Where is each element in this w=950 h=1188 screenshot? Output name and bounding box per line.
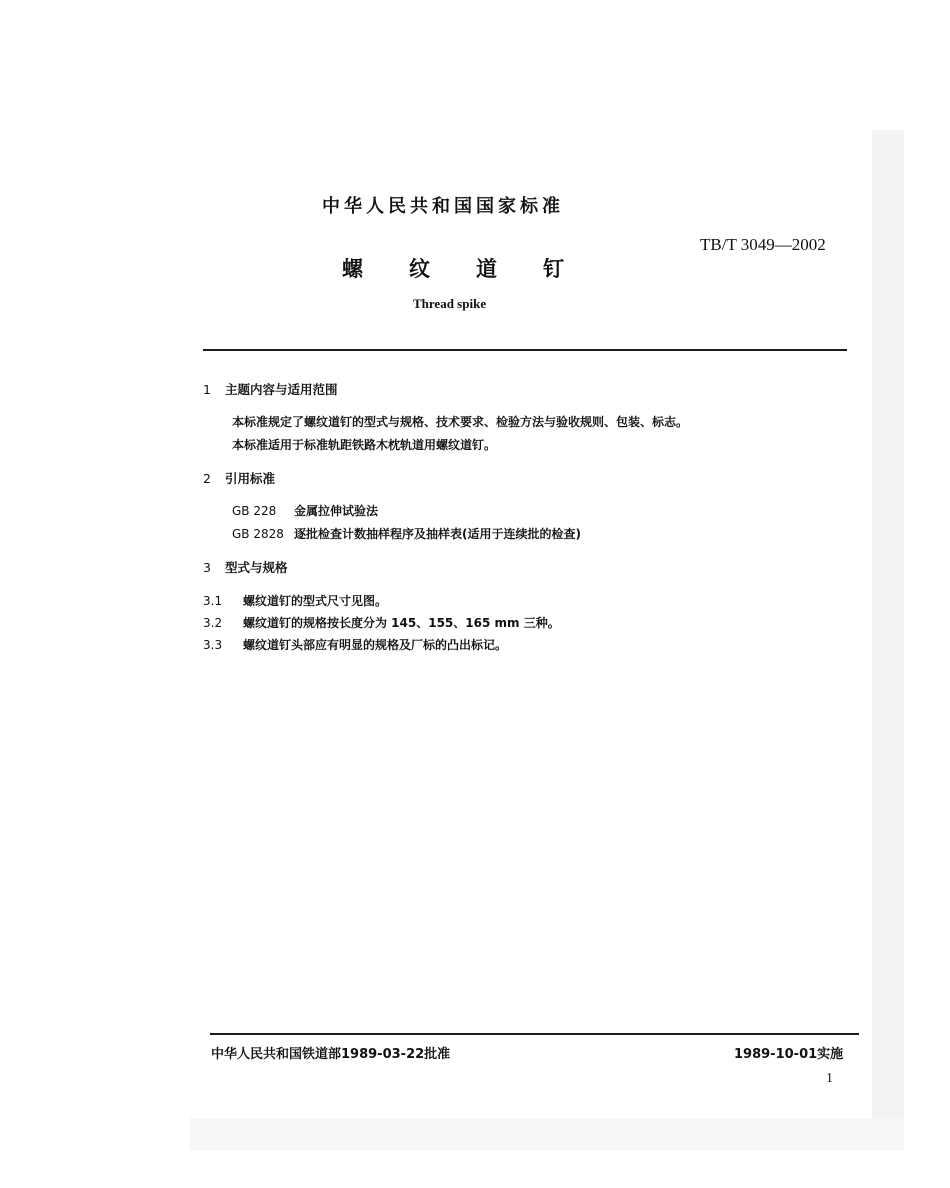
clause-item xyxy=(203,614,560,631)
section-2-heading xyxy=(203,469,275,487)
section-3-title: 型式与规格 xyxy=(225,560,288,575)
scan-margin-shade xyxy=(872,130,904,1150)
standard-number: TB/T 3049—2002 xyxy=(700,235,826,254)
section-2-title: 引用标准 xyxy=(225,471,276,486)
section-1-number: 1 xyxy=(203,382,211,397)
document-subtitle: Thread spike xyxy=(413,296,487,311)
approval-statement: 中华人民共和国铁道部1989-03-22批准 xyxy=(211,1047,451,1062)
section-1-paragraph-1: 本标准规定了螺纹道钉的型式与规格、技术要求、检验方法与验收规则、包装、标志。 xyxy=(232,415,689,429)
clause-item xyxy=(203,636,507,653)
clause-item xyxy=(203,592,387,609)
clause-text: 螺纹道钉头部应有明显的规格及厂标的凸出标记。 xyxy=(243,638,508,652)
document-title: 螺纹道钉 xyxy=(342,257,610,281)
clause-text: 螺纹道钉的规格按长度分为 145、155、165 mm 三种。 xyxy=(243,616,560,630)
clause-number: 3.1 xyxy=(203,594,223,608)
section-1-title: 主题内容与适用范围 xyxy=(225,382,338,397)
clause-text: 螺纹道钉的型式尺寸见图。 xyxy=(243,594,388,608)
reference-item xyxy=(232,525,581,542)
footer-divider xyxy=(210,1033,859,1035)
reference-code: GB 228 xyxy=(232,504,277,518)
reference-title: 逐批检查计数抽样程序及抽样表(适用于连续批的检查) xyxy=(294,527,581,541)
standard-title: 中华人民共和国国家标准 xyxy=(322,196,564,217)
effective-date: 1989-10-01实施 xyxy=(734,1047,844,1062)
reference-code: GB 2828 xyxy=(232,527,284,541)
clause-number: 3.2 xyxy=(203,616,223,630)
section-2-number: 2 xyxy=(203,471,211,486)
scan-bottom-shade xyxy=(190,1118,904,1150)
section-3-number: 3 xyxy=(203,560,211,575)
header-divider xyxy=(203,349,847,351)
reference-item xyxy=(232,502,378,519)
section-1-paragraph-2: 本标准适用于标准轨距铁路木枕轨道用螺纹道钉。 xyxy=(232,438,497,452)
clause-number: 3.3 xyxy=(203,638,223,652)
section-3-heading xyxy=(203,558,288,576)
page-number: 1 xyxy=(826,1071,833,1086)
reference-title: 金属拉伸试验法 xyxy=(294,504,379,518)
section-1-heading xyxy=(203,380,338,398)
